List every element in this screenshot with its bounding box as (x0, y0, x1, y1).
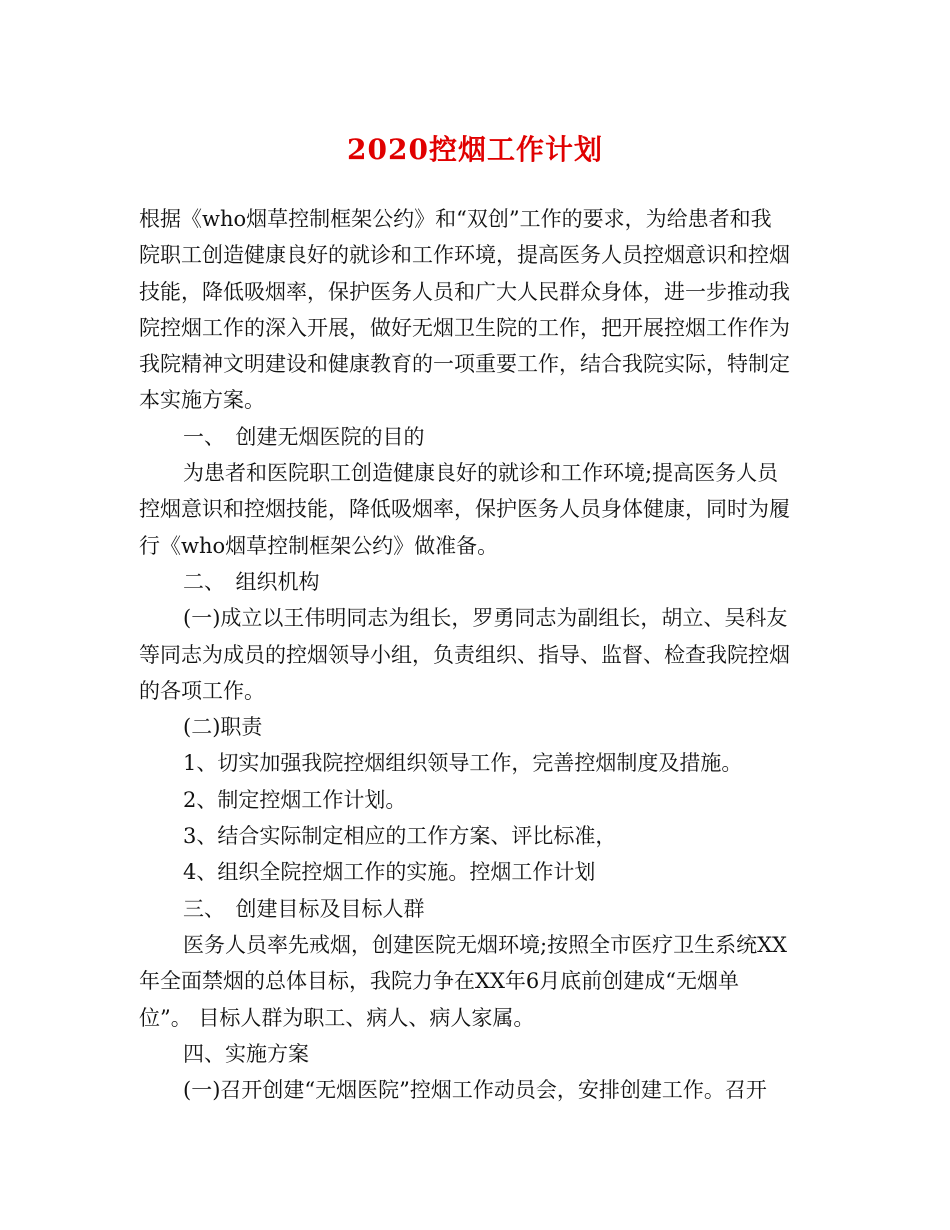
paragraph-line: 根据《who烟草控制框架公约》和“双创”工作的要求，为给患者和我 (139, 207, 772, 231)
paragraph-line: 等同志为成员的控烟领导小组，负责组织、指导、监督、检查我院控烟 (139, 642, 790, 667)
paragraph-line: 为患者和医院职工创造健康良好的就诊和工作环境;提高医务人员 (183, 461, 779, 486)
paragraph-line: (二)职责 (183, 715, 263, 740)
paragraph-line: 1、切实加强我院控烟组织领导工作，完善控烟制度及措施。 (183, 751, 743, 776)
paragraph-line: (一)成立以王伟明同志为组长，罗勇同志为副组长，胡立、吴科友 (183, 606, 788, 631)
paragraph-line: 医务人员率先戒烟，创建医院无烟环境;按照全市医疗卫生系统XX (183, 932, 787, 957)
paragraph-line: 本实施方案。 (139, 388, 265, 413)
paragraph-line: 三、 创建目标及目标人群 (183, 896, 425, 921)
paragraph-line: 位”。 目标人群为职工、病人、病人家属。 (139, 1005, 535, 1030)
paragraph-line: 院控烟工作的深入开展，做好无烟卫生院的工作，把开展控烟工作作为 (139, 315, 790, 340)
paragraph-line: (一)召开创建“无烟医院”控烟工作动员会，安排创建工作。召开 (183, 1078, 767, 1103)
paragraph-line: 院职工创造健康良好的就诊和工作环境，提高医务人员控烟意识和控烟 (139, 243, 790, 268)
paragraph-line: 四、实施方案 (183, 1041, 309, 1066)
paragraph-line: 2、制定控烟工作计划。 (183, 787, 407, 812)
document-body (139, 201, 815, 1108)
paragraph-line: 年全面禁烟的总体目标，我院力争在XX年6月底前创建成“无烟单 (139, 969, 739, 994)
paragraph-line: 控烟意识和控烟技能，降低吸烟率，保护医务人员身体健康，同时为履 (139, 497, 790, 522)
paragraph-line: 的各项工作。 (139, 678, 265, 703)
paragraph-line: 我院精神文明建设和健康教育的一项重要工作，结合我院实际，特制定 (139, 352, 790, 377)
document-title: 2020控烟工作计划 (347, 133, 603, 166)
paragraph-line: 3、结合实际制定相应的工作方案、评比标准， (183, 824, 617, 849)
paragraph-line: 4、组织全院控烟工作的实施。控烟工作计划 (183, 860, 596, 885)
paragraph-line: 行《who烟草控制框架公约》做准备。 (139, 533, 499, 558)
paragraph-line: 技能，降低吸烟率，保护医务人员和广大人民群众身体，进一步推动我 (139, 279, 790, 304)
paragraph-line: 一、 创建无烟医院的目的 (183, 424, 425, 449)
paragraph-line: 二、 组织机构 (183, 569, 320, 594)
